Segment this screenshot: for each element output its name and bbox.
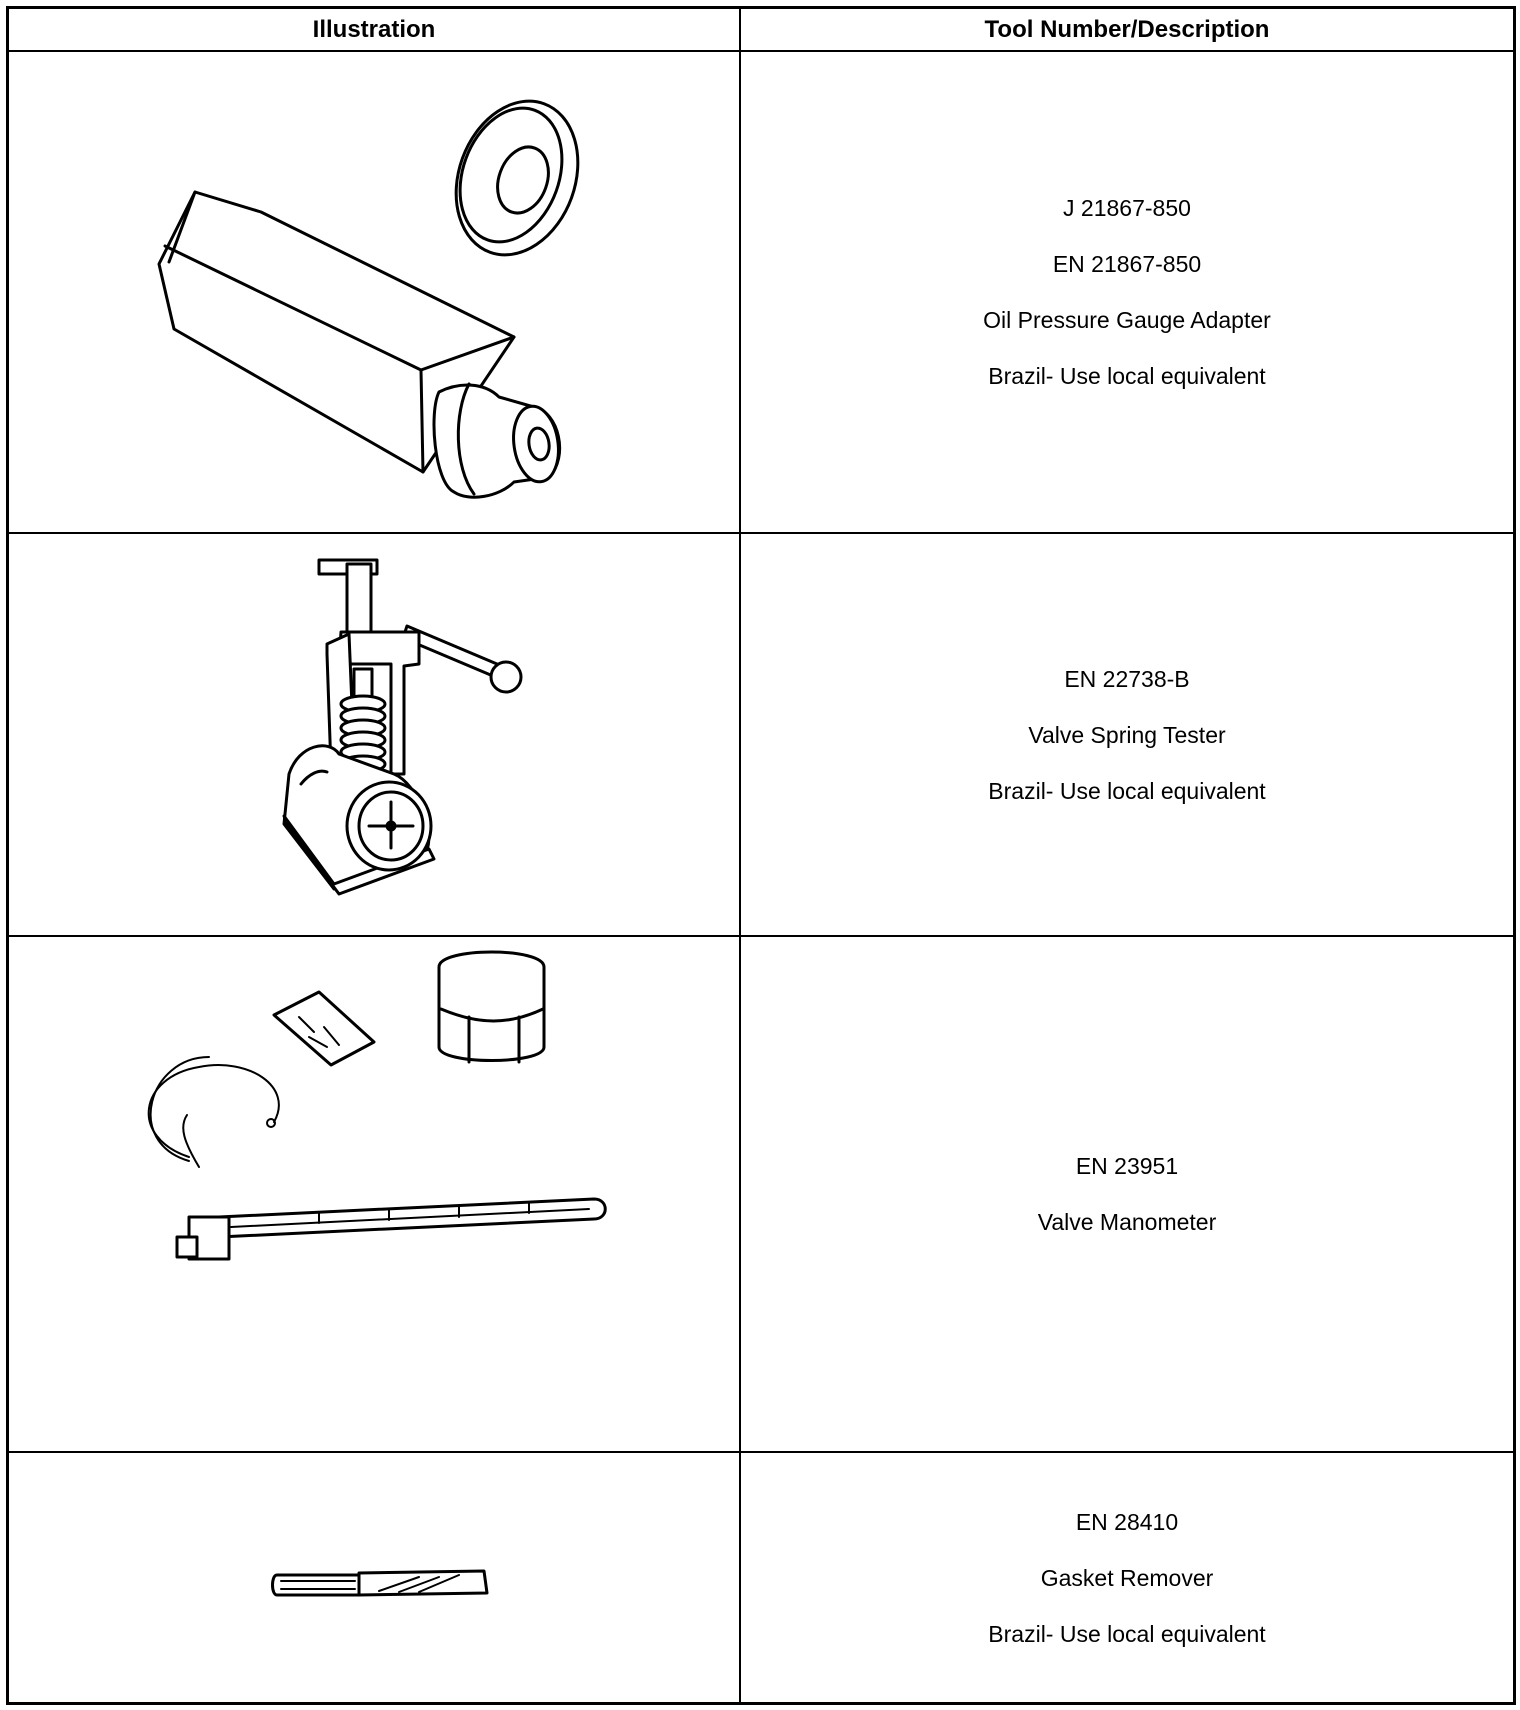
tool-note: Brazil- Use local equivalent — [988, 777, 1266, 804]
tool-description: Valve Manometer — [1037, 1209, 1217, 1235]
header-illustration: Illustration — [312, 15, 436, 43]
tool-description: Oil Pressure Gauge Adapter — [983, 307, 1271, 333]
description-cell — [741, 534, 1513, 935]
tool-number: EN 28410 — [1075, 1508, 1179, 1535]
illustration-cell — [9, 1453, 739, 1702]
tool-note: Brazil- Use local equivalent — [988, 363, 1266, 389]
oil-pressure-gauge-adapter-icon — [9, 52, 739, 532]
tool-number: EN 21867-850 — [1052, 251, 1202, 277]
tool-number: J 21867-850 — [1063, 195, 1191, 221]
gasket-remover-icon — [9, 1453, 739, 1702]
tools-table — [6, 6, 1516, 1705]
illustration-cell — [9, 52, 739, 532]
description-cell — [741, 52, 1513, 532]
tool-number: EN 23951 — [1075, 1153, 1179, 1179]
description-cell — [741, 1453, 1513, 1702]
tool-note: Brazil- Use local equivalent — [988, 1620, 1266, 1647]
illustration-cell — [9, 534, 739, 935]
tool-number: EN 22738-B — [1064, 665, 1190, 692]
tool-description: Valve Spring Tester — [1028, 721, 1226, 748]
header-tool-description: Tool Number/Description — [984, 15, 1270, 43]
valve-manometer-icon — [9, 937, 739, 1451]
illustration-cell — [9, 937, 739, 1451]
description-cell — [741, 937, 1513, 1451]
tool-description: Gasket Remover — [1040, 1564, 1214, 1591]
valve-spring-tester-icon — [9, 534, 739, 935]
